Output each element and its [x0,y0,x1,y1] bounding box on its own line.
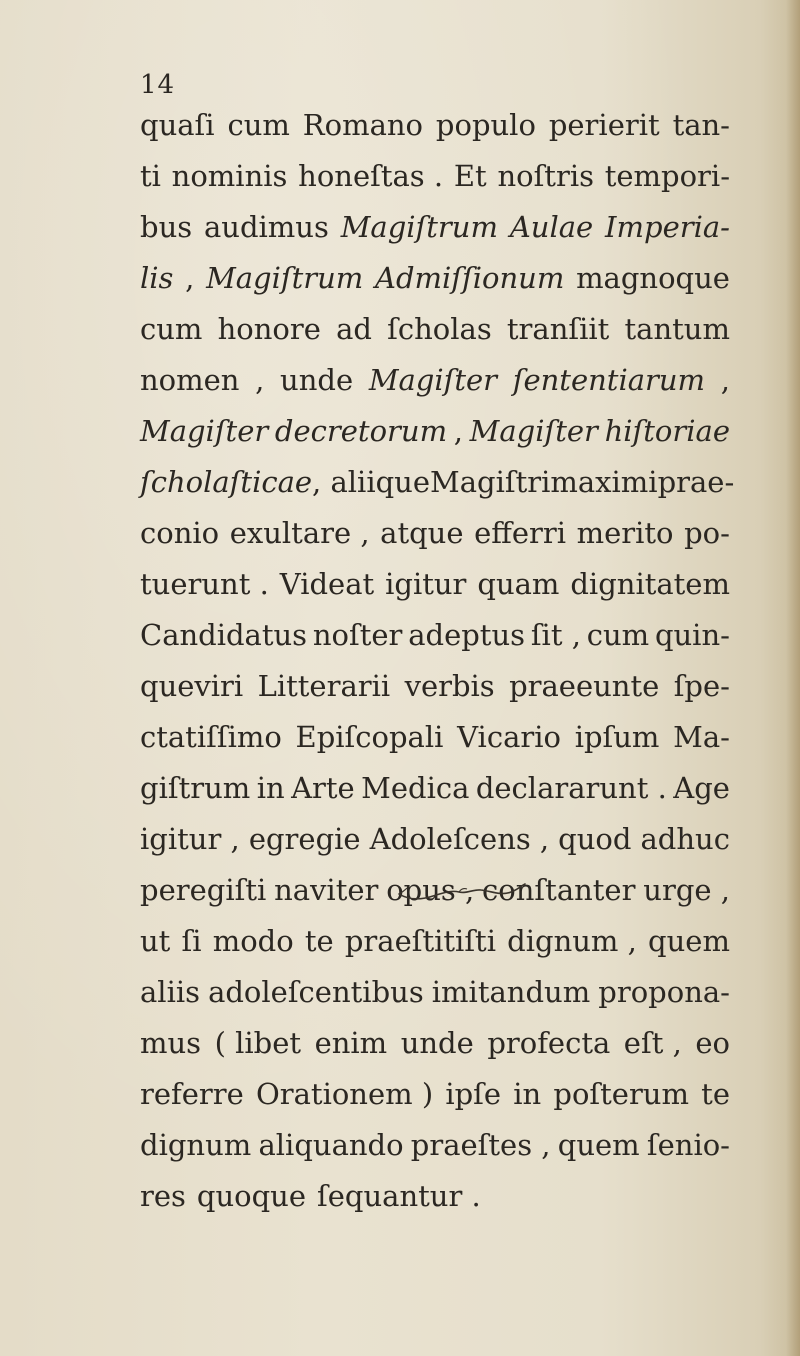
word: Vicario [457,720,561,754]
word: adeptus [408,618,526,652]
word: Magiſter [140,414,269,448]
text-line [140,763,730,814]
word: efferri [474,516,567,550]
word: quam [477,567,560,601]
word: quoque [196,1179,307,1213]
text-line [140,304,730,355]
word: urge , [643,873,730,907]
word: dignitatem [570,567,730,601]
word: modo [212,924,294,958]
word: in [513,1077,542,1111]
word: igitur [385,567,467,601]
word: bus [140,210,193,244]
word: quem [557,1128,640,1162]
word: honore [217,312,321,346]
word: giſtrum [140,771,251,805]
word: referre [140,1077,244,1111]
word: ſenio- [646,1128,730,1162]
word: Aulae [509,210,594,244]
word: naviter [274,873,379,907]
word: po- [684,516,730,550]
word: te [304,924,334,958]
word: ſit , [530,618,581,652]
text-line [140,559,730,610]
text-line [140,406,730,457]
word: cum [140,312,203,346]
word: in [256,771,285,805]
word: Romano [302,108,424,142]
word: opus , [386,873,475,907]
word: Adoleſcens [369,822,531,856]
word: praeſtes , [410,1128,551,1162]
word: dignum [140,1128,252,1162]
word: ti [140,159,161,193]
word: praeeunte [509,669,660,703]
word: adhuc [640,822,730,856]
text-line [140,1171,730,1222]
word: ctatiſſimo [140,720,282,754]
word: egregie [248,822,361,856]
word: ſcholas [387,312,492,346]
word: poſterum [553,1077,689,1111]
text-line [140,202,730,253]
word: Ma- [673,720,730,754]
word: ( libet [214,1026,302,1060]
word: Imperia- [605,210,730,244]
word: te [701,1077,730,1111]
word: , [720,363,730,397]
text-line [140,100,730,151]
word: declararunt . [475,771,667,805]
text-line [140,1018,730,1069]
text-line [140,814,730,865]
ornamental-tailpiece-icon [397,880,527,904]
word: ipſum [574,720,660,754]
body-text [140,100,735,1222]
word: tempori- [604,159,730,193]
text-line [140,967,730,1018]
word: res [140,1179,186,1213]
word: Candidatus [140,618,308,652]
word: tantum [624,312,730,346]
word: Admiſſionum [375,261,565,295]
word: Magiſtrum [206,261,364,295]
text-line [140,508,730,559]
word: nomen [140,363,240,397]
word: Medica [361,771,470,805]
word: quem [648,924,730,958]
word: nominis [171,159,288,193]
text-line [140,151,730,202]
word: , [185,261,195,295]
word: Magiſtrum [340,210,498,244]
word: noſter [312,618,403,652]
word: aliquando [258,1128,404,1162]
word: Orationem ) [255,1077,434,1111]
word: exultare , [229,516,370,550]
word: ſequantur . [317,1179,481,1213]
text-line [140,661,730,712]
word: praeſtitiſti [344,924,496,958]
word: ſpe- [673,669,730,703]
word: Et [453,159,487,193]
word: queviri [140,669,244,703]
word: Magiſter [368,363,498,397]
word: ſententiarum [512,363,706,397]
text-line [140,457,735,508]
text-line [140,916,730,967]
word: perierit [548,108,660,142]
word: quaſi [140,108,215,142]
word: tan- [672,108,730,142]
word: prae- [657,465,735,499]
word: ſcholaſticae [140,465,313,499]
word: adoleſcentibus [208,975,424,1009]
word: ipſe [445,1077,502,1111]
word: tuerunt . [140,567,269,601]
word: Litterarii [257,669,391,703]
word: cum [586,618,650,652]
page-number: 14 [140,70,176,100]
word: quod [558,822,632,856]
word: Videat [279,567,375,601]
word: Arte [291,771,355,805]
word: Magiſter [469,414,598,448]
text-line [140,1120,730,1171]
word: verbis [404,669,495,703]
word: unde [400,1026,474,1060]
word: Age [673,771,730,805]
word: , aliique [312,465,431,499]
word: lis [140,261,174,295]
word: eſt , [623,1026,682,1060]
word: peregiſti [140,873,267,907]
word: , [255,363,265,397]
word: noſtris [497,159,594,193]
word: , [539,822,550,856]
word: unde [280,363,354,397]
word: ut [140,924,171,958]
word: honeſtas . [298,159,444,193]
text-line [140,1069,730,1120]
word: profecta [487,1026,611,1060]
text-line [140,355,730,406]
word: enim [314,1026,388,1060]
word: propona- [598,975,730,1009]
word: cum [227,108,290,142]
word: Magiſtri [430,465,551,499]
word: tranſiit [506,312,610,346]
word: merito [576,516,674,550]
word: ſi [181,924,202,958]
word: hiſtoriae [604,414,730,448]
word: conio [140,516,220,550]
word: , [453,414,463,448]
word: dignum , [507,924,637,958]
word: conſtanter [482,873,636,907]
word: magnoque [576,261,730,295]
word: aliis [140,975,200,1009]
text-line [140,610,730,661]
word: atque [380,516,464,550]
word: maximi [550,465,658,499]
word: quin- [654,618,730,652]
word: audimus [203,210,329,244]
word: Epiſcopali [295,720,444,754]
word: imitandum [431,975,591,1009]
word: ad [336,312,372,346]
text-line [140,253,730,304]
word: populo [435,108,536,142]
word: decretorum [274,414,448,448]
page-edge-shadow [786,0,800,1356]
word: mus [140,1026,202,1060]
word: igitur , [140,822,240,856]
word: eo [695,1026,730,1060]
text-line [140,712,730,763]
